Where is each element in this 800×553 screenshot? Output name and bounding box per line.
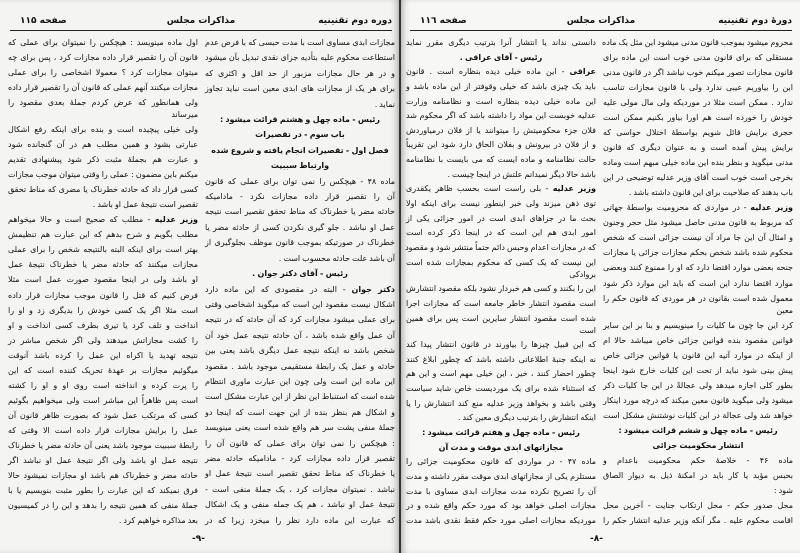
text-line: استطاعت محکوم علیه بتأدیه جزای نقدی تبدیل بآن میشود: [205, 53, 395, 63]
text-line: و در هر حال مجازات مزبور از حد اقل و اکثری که: [205, 68, 395, 78]
speaker-name: رئیس: [357, 115, 381, 125]
header-session: دوره دوم تقنینیه: [318, 16, 392, 26]
text-line: فرض کنیم که قتل را قانون موجب مجازات قرار داده: [8, 290, 198, 300]
text-line: مجازات اصلی خواهد بود که مورد حکم واقع شده و در: [406, 501, 596, 511]
text-line: آن باشد علت حادثه محسوب است .: [278, 253, 395, 263]
page-gutter-divider: [399, 0, 401, 553]
footer-page-number: -۹-: [192, 534, 205, 544]
text-line: بطور کلی اجازه میدهد ولی عجالةً در این جا کلیات ذکر: [603, 380, 793, 390]
text-line: بحث ما در جزاهای ابدی است در امور جزائی یکی از: [406, 213, 596, 223]
speaker-name: رئیس: [325, 269, 348, 279]
text-line: قوانین مقصود بنده قوانین جزائی خاص میباشد حالا ام: [603, 335, 793, 345]
text-line: که مربوط به قانون مدنی حاصل میشود مثل حجر وجنون: [603, 218, 793, 228]
text-line: : هیچکس را نمی توان برای عملی که قانون آن را: [205, 438, 395, 448]
text-line: تقصیر قرار داده مجازات کرد - مادامیکه حادثه مضر: [205, 453, 395, 463]
text-line: که عبارت این ماده دارد نظر را میخزد زیرا که در: [205, 515, 395, 525]
speaker-name: وزیر عدلیه: [552, 184, 596, 194]
text-line: یا خطرناک که مناط تحقق تقصیر است نتیجهٔ عمل او: [205, 469, 395, 479]
text-line: و اشکال هم بنظر بنده از این جهت است که اینجا دو: [205, 407, 395, 417]
text-line: مجازات ابدی مساوی است با مدت حبسی که با فرض عدم: [205, 38, 395, 47]
header-page-number: صفحه ۱۱۵: [20, 16, 67, 26]
speaker-name: دکتر جوان: [351, 284, 396, 294]
text-line: بحبس مؤبد یا کار باید در امکنهٔ ذیل به دیوار الصاق: [603, 470, 793, 480]
section-heading: وارتباط سببیت: [270, 161, 330, 171]
text-line: میگوئیم مجازات بر عهدهٔ تحریک کننده است که این: [8, 365, 198, 375]
text-line: اقامت محکوم علیه . مگر آنکه وزیر عدلیه انتشار حکم را: [603, 515, 793, 525]
text-line: آن عمل واقع شده باشد ، آن حادثه نتیجه عمل خود آن: [205, 330, 395, 340]
text-line: باشد حالا دیگر نمیدانم علتش در اینجا چیست .: [447, 169, 596, 179]
text-column-left: [8, 37, 198, 527]
text-line: نه اینکه جنبهٔ اطلاعاتی داشته باشد که چطور ابلاغ کنند: [406, 354, 596, 364]
text-line: باید یک چیزی باشد که خیلی وقوفتر از این ماده باشد و: [406, 81, 596, 91]
text-line: مجازات میکنند که حادثه مضر یا خطرناک نتیجهٔ عمل: [8, 260, 198, 270]
footer-page-number: -۸-: [590, 534, 603, 544]
text-line: اول ماده مینویسد : هیچکس را نمیتوان برای عملی که: [8, 38, 198, 47]
text-line: که در مجازات اعدام وحبس دائم حتماً منتشر شود و مقصود: [405, 242, 596, 252]
text-line: دکتر جوان - البته در مقصودی که این ماده دارد: [205, 284, 396, 294]
text-line: پیش بینی شود نباید از تحت این کلیات خارج شود اینجا: [603, 365, 793, 375]
text-line: حادثه و عمل یک رابطهٔ مستقیمی موجود باشد . مقصود: [205, 361, 395, 371]
text-line: مطلب بگویم و شرح بدهم که این عبارت هم تنظیمش: [8, 230, 198, 240]
text-line: حجری برایش قائل شویم بواسطهٔ اختلال حواسی که: [603, 128, 793, 138]
text-line: موارد اقتضا ندارد این است که باید این موارد ذکر شود: [603, 278, 793, 288]
text-line: برای هر یک از مجازات های ابدی معین است نباید تجاوز: [205, 84, 395, 94]
text-line: و عبارت هم بجملهٔ مثبت ذکر شود پیشنهادی تقدیم: [8, 155, 198, 165]
text-line: میتوان مجازات کرد ؟ معمولا اشخاصی را برای عملی: [8, 68, 198, 78]
text-line: بهتر است برای اینکه البته بالنتیجه شخص را برای عملی: [8, 245, 198, 255]
text-line: محروم میشود بموجب قانون مدنی میشود این مثل یک ماده: [602, 38, 793, 47]
text-line: توی ذهن میزند ولی خبر اینطور نیست برای اینکه اولا: [406, 199, 596, 209]
text-line: مجازات میکنند آنهم عملی که قانون آن را تقصیر قرار داده: [8, 83, 198, 93]
text-line: مدنی میگوید و بنظر بنده این ماده خیلی مبهم است وماده: [603, 158, 793, 168]
text-line: جملهٔ منفی پشت سر هم واقع شده است یعنی مینویسد: [205, 423, 395, 433]
text-line: اشکال نیست مقصود این است که میگوید اشخاصی وقتی: [205, 299, 395, 309]
text-line: که استثناء شده برای یک موردیست خاص شاید سیاست: [406, 384, 596, 394]
header-title: مذاکرات مجلس: [566, 16, 636, 26]
section-heading: رئیس - ماده چهل و ششم قرائت میشود :: [618, 425, 778, 435]
text-line: بخرجی است خوب است آقای وزیر عدلیه توضیحی در این: [603, 173, 793, 183]
speaker-name: وزیر عدلیه: [154, 215, 198, 225]
text-line: برای عملی میشود مجازات کرد که آن حادثه که در نتیجه: [205, 315, 395, 325]
text-line: ولی خیلی پیچیده است و بنده برای اینکه رفع اشکال: [8, 125, 198, 135]
text-line: وزیر عدلیه - مطلب که صحیح است و حالا میخواهم: [8, 215, 198, 225]
section-heading: رئیس - آقای عراقی .: [459, 52, 543, 62]
text-line: شود :: [773, 485, 793, 495]
text-line: را کشت مجازاتش میدهند ولی اگر شخص مباشر در: [8, 335, 198, 345]
text-column-right: [603, 37, 793, 527]
text-line: عمل را برایش مجازات قرار داده است الا وقتی که: [8, 425, 198, 435]
text-line: کرد این جا چون ما کلیات را مینویسیم و بنا بر این سایر: [603, 320, 793, 330]
text-line: این ماده این است ولی چون این عبارت ماوری انتظام: [205, 376, 395, 386]
text-line: ماده ۴۶ - خلاصهٔ حکم محکومیت باعدام و: [603, 455, 793, 465]
text-line: حالت نظامنامه و ماده ایست که می بایست با نظامنامه: [406, 155, 596, 165]
section-heading: مجازاتهای ابدی موقت و مدت آن: [438, 442, 564, 452]
speaker-name: رئیس: [557, 428, 580, 438]
text-column-right: [205, 37, 395, 527]
text-line: تقصیر است نتیجهٔ عمل او باشد .: [92, 200, 198, 210]
speaker-name: رئیس: [755, 425, 778, 435]
speaker-name: عراقی: [569, 67, 596, 77]
text-line: شده است مقصود انتشار سایرین است پس برای همین است: [406, 313, 596, 335]
text-line: این را بیاوریم عیبی ندارد ولی با قانون مجازات تناسب: [603, 83, 793, 93]
text-line: خواهد شد ولی عجالة در این کلیات نوشتنش مشکل است: [603, 410, 793, 420]
text-line: خودش را خورده است هم اورا بیاور بکنیم ممکن است: [603, 113, 793, 123]
text-line: خطرناک در صورتیکه بموجب قانون موظف بجلوگیری از: [205, 238, 395, 248]
text-column-left: [406, 37, 596, 527]
text-line: که این قبیل چیزها را بیاورند در قانون انتشار پیدا کند: [406, 340, 596, 350]
text-line: قانون مجازات تصور میکنم خوب نباشد اگر در قانون مدنی: [603, 68, 793, 78]
text-line: وقتی باشد و بخواهد وزیر عدلیه منع کند انتشارش را یا: [406, 398, 596, 408]
text-line: نباشد . نمیتوان مجازات کرد ، یک جملهٔ منفی است -: [205, 484, 395, 494]
text-line: را پرت کرده و انداخته است روی او و او را کشته: [8, 380, 198, 390]
text-line: جنحه بعضی موارد اقتضا دارد که او را ممنوع کنند وبعضی: [603, 263, 793, 273]
text-line: بعد مذاکره خواهیم کرد .: [118, 515, 198, 525]
running-header: [410, 14, 792, 31]
section-heading: فصل اول - تقصیرات انجام یافته و شروع شده: [211, 145, 389, 155]
text-line: جملهٔ منفی که همین نتیجه را بدهد و این را در کمیسیون: [8, 500, 198, 510]
text-line: نتیجهٔ عمل او نباشد ، هم یک جمله منفی و یک اشکال: [205, 500, 395, 510]
text-line: موردیکه مجازات اصلی مورد حکم فقط نقدی باشد مدت: [406, 515, 596, 525]
text-line: دانستی نداند یا انتشار آنرا بترتیب دیگری مقرر نماید: [406, 38, 596, 47]
text-line: ندارد . ممکن است مثلا در موردیکه ولی مال مولی علیه: [603, 98, 793, 108]
text-line: فرق نمیکند که این عبارت را بطور مثبت بنویسیم یا با: [8, 485, 198, 495]
text-line: برایش پیش آمده است و به عنوان دیگری که قانون: [603, 143, 793, 153]
text-line: نتیجه تهدید یا اکراه این عمل را کرده باشد آنوقت: [8, 350, 198, 360]
section-heading: رئیس - آقای دکتر جوان .: [252, 269, 348, 279]
text-line: ماده ۴۷ - در مواردی که قانون محکومیت جزائی را: [406, 457, 596, 467]
section-heading: رئیس - ماده چهل و هفتم قرائت میشود :: [422, 428, 580, 438]
text-line: حادثه مضر و خطرناک هم باشد او مجازات نمیشود حالا: [8, 470, 198, 480]
text-line: عمل او نباشد . جلو گیری نکردن کسی از حادثه مضر یا: [205, 222, 395, 232]
text-line: او باشد ولی در اینجا مقصود صورت عمل است مثلا: [8, 275, 198, 285]
text-line: انداخت و تلف کرد یا تیری بطرف کسی انداخت و او: [8, 320, 198, 330]
text-line: ولی همانطور که عرض کردم جملهٔ بعدی مقصود را میرساند: [8, 98, 198, 120]
text-line: و از فلان در بیرونش و بفلان الحاق دارد شود این تقریباً: [406, 140, 596, 150]
text-line: عراقی - این ماده خیلی دیده بنظاره است . قانون: [406, 67, 596, 77]
section-heading: باب سوم - در تقصیرات: [255, 130, 345, 140]
text-line: شخص باشد نه اینکه نتیجه عمل دیگری باشد یعنی بین: [205, 346, 395, 356]
text-line: باب بدهند که صلاحیت برای این قانون داشته باشد .: [628, 188, 793, 198]
page-116: [400, 0, 800, 553]
text-line: شده است که استنباط این نظر از این عبارت مشکل است: [205, 392, 395, 402]
speaker-name: وزیر عدلیه: [750, 203, 793, 213]
text-line: است مقصود انتشار خاطر جامعه است که مجازات اجرا: [406, 298, 596, 308]
text-line: از اینکه در موارد آتیه این قانون یا قوانین جزائی خاص: [603, 350, 793, 360]
text-line: عبارتی بشود و همین مطلب هم در آن گنجانده شود: [8, 140, 198, 150]
text-line: این را بکنند و کسی هم خبردار نشود بلکه مقصود انتشارش: [406, 284, 596, 294]
text-line: است مثلا اگر یک کسی خودش را بدیگری زد و او را: [8, 305, 198, 315]
text-line: مستلزم یکی از مجازاتهای ابدی موقت مقرر داشته و مدت: [406, 471, 596, 481]
text-line: نتیجه عمل او باشد ولی اگر نتیجهٔ عمل او نباشد اگر: [8, 455, 198, 465]
text-line: این نیست که یک کسی که محکوم بمجازات شده است بروادکی: [406, 257, 596, 279]
text-line: است پس ظاهراً این مباشر است ولی میخواهیم بگوئیم: [8, 395, 198, 405]
text-line: میشود ولی میگوید قانون معین میکند که درچه مورد اینکار: [603, 395, 793, 405]
text-line: محل صدور حکم - محل ارتکاب جنایت - آخرین محل: [603, 500, 793, 510]
text-line: چطور احضار کنند ، خیر ، این خیلی مهم است و این هم: [406, 369, 596, 379]
text-line: فلان جزء محکومیتش را میتوانند یا از فلان درمیاوردش: [406, 125, 596, 135]
text-line: میکنم باین مضمون : عملی را وقتی میتوان موجب مجازات: [8, 170, 198, 180]
text-line: کسی که مرتکب عمل شود که بصورت ظاهر قانون آن: [8, 410, 198, 420]
text-line: این ماده خیلی دیده بنظاره است و نظامنامه وزارت: [406, 96, 596, 106]
text-line: معمول شده است بقانون در هر موردی که قانون حکم را معین: [603, 293, 793, 315]
text-line: نماید .: [374, 99, 395, 109]
text-line: عدلیه خوبست این مواد را داشته باشد که اگر محکوم شد: [406, 111, 596, 121]
speaker-name: رئیس: [520, 52, 543, 62]
text-line: ماده ۴۸ - هیچکس را نمی توان برای عملی که قانون: [205, 176, 395, 186]
text-line: وزیر عدلیه - بلی راست است بحسب ظاهر یکقدری: [406, 184, 596, 194]
text-line: محکوم شده باشد شخص بحکم مجازات جزائی یا مجازات: [603, 248, 793, 258]
text-line: اینکه انتشارش را بترتیب دیگری معین کند .: [457, 413, 596, 423]
section-heading: رئیس - ماده چهل و هشتم قرائت میشود :: [219, 115, 381, 125]
text-line: کسی قرار داد که حادثه خطرناک یا مضری که مناط تحقق: [8, 185, 198, 195]
text-line: حادثه مضر یا خطرناک که مناط تحقق تقصیر است نتیجه: [205, 207, 395, 217]
text-line: قانون آن را تقصیر قرار داده مجازات کرد ، پس برای چه: [8, 53, 198, 63]
section-heading: انتشار محکومیت جزائی: [652, 440, 744, 450]
text-line: آن را تصریح نکرده مدت مجازات ابدی مساوی با مدت: [406, 486, 596, 496]
text-line: آن را تقصیر قرار داده مجازات نکرد - مادامیکه: [205, 192, 395, 202]
text-line: و امثال آن این جا مراد آن نیست جزائی است که شخص: [603, 233, 793, 243]
running-header: [10, 14, 392, 31]
text-line: امور ابدی هم این است که در اینجا ذکر کرده است: [406, 228, 596, 238]
header-title: مذاکرات مجلس: [166, 16, 236, 26]
header-page-number: صفحه ۱۱٦: [420, 16, 467, 26]
header-session: دورهٔ دوم تقنینیه: [718, 16, 792, 26]
text-line: مستقلی که برای قانون مدنی خوب است این ماده برای: [603, 53, 793, 63]
text-line: وزیر عدلیه - در مواردی که محرومیت بواسطهٔ جهاتی: [603, 203, 793, 213]
text-line: رابطهٔ سببیت موجود باشد یعنی آن حادثه مضر یا خطرناک: [8, 440, 198, 450]
